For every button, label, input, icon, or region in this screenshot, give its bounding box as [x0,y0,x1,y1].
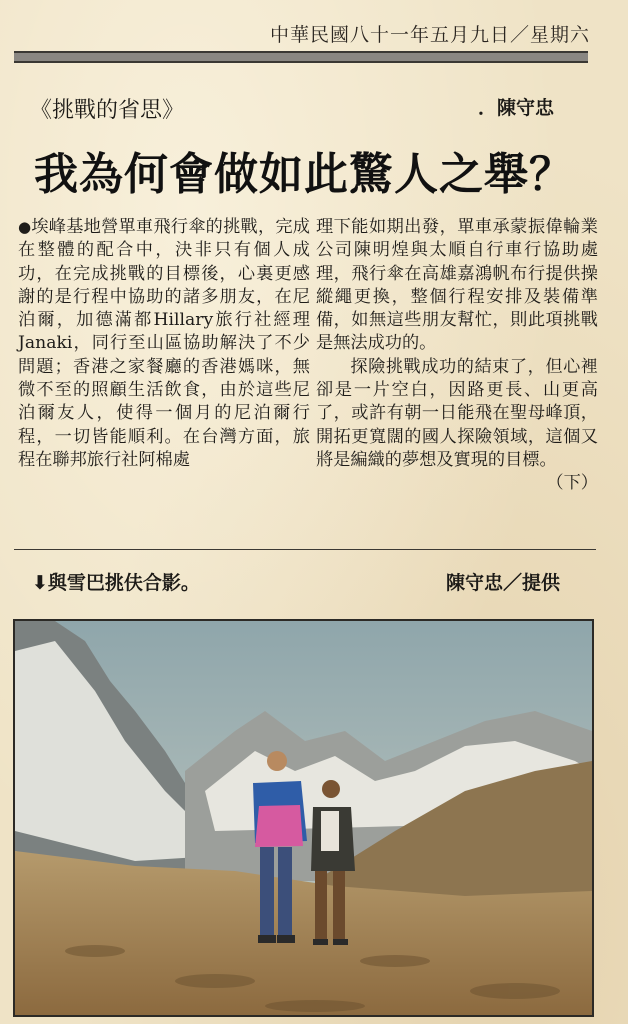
headline: 我為何會做如此驚人之舉？ [34,149,574,200]
dateline: 中華民國八十一年五月九日／星期六 [269,24,590,46]
photo-caption: ⬇與雪巴挑伕合影。 [32,572,200,594]
article-column-1 [18,216,310,472]
column-1-text: 埃峰基地營單車飛行傘的挑戰，完成在整體的配合中，決非只有個人成功，在完成挑戰的目標後，心裏更感謝的是行程中協助的諸多朋友，在尼泊爾，加德滿都Hillary旅行社經理Janaki，同行至山區協助解決了不少問題；香港之家餐廳的香港媽咪，無微不至的照顧生活飲食，由於這些尼泊爾友人，使得一個月的尼泊爾行程，一切皆能順利。在台灣方面，旅程在聯邦旅行社阿棉處 [18,217,310,470]
header-rule-bar [14,51,588,63]
photo-illustration [15,621,592,1015]
series-title: 《挑戰的省思》 [30,98,185,123]
mountain-photo [13,619,594,1017]
article-column-2 [316,216,598,496]
lead-bullet: ● [18,218,32,236]
paragraph-2-text: 探險挑戰成功的結束了，但心裡卻是一片空白，因路更長、山更高了，或許有朝一日能飛在聖母峰頂，開拓更寬闊的國人探險領域，這個又將是編織的夢想及實現的目標。 [316,356,598,470]
continuation-mark: （下） [546,473,598,494]
column-2-paragraph-1: 理下能如期出發，單車承蒙振偉輪業公司陳明煌與太順自行車行協助處理，飛行傘在高雄嘉鴻帆布行提供操縱繩更換，整個行程安排及裝備準備，如無這些朋友幫忙，則此項挑戰是無法成功的。 [316,217,598,354]
byline: ．陳守忠 [478,97,555,119]
column-2-paragraph-2 [316,356,598,494]
section-divider [14,549,596,550]
photo-credit: 陳守忠／提供 [446,572,561,594]
